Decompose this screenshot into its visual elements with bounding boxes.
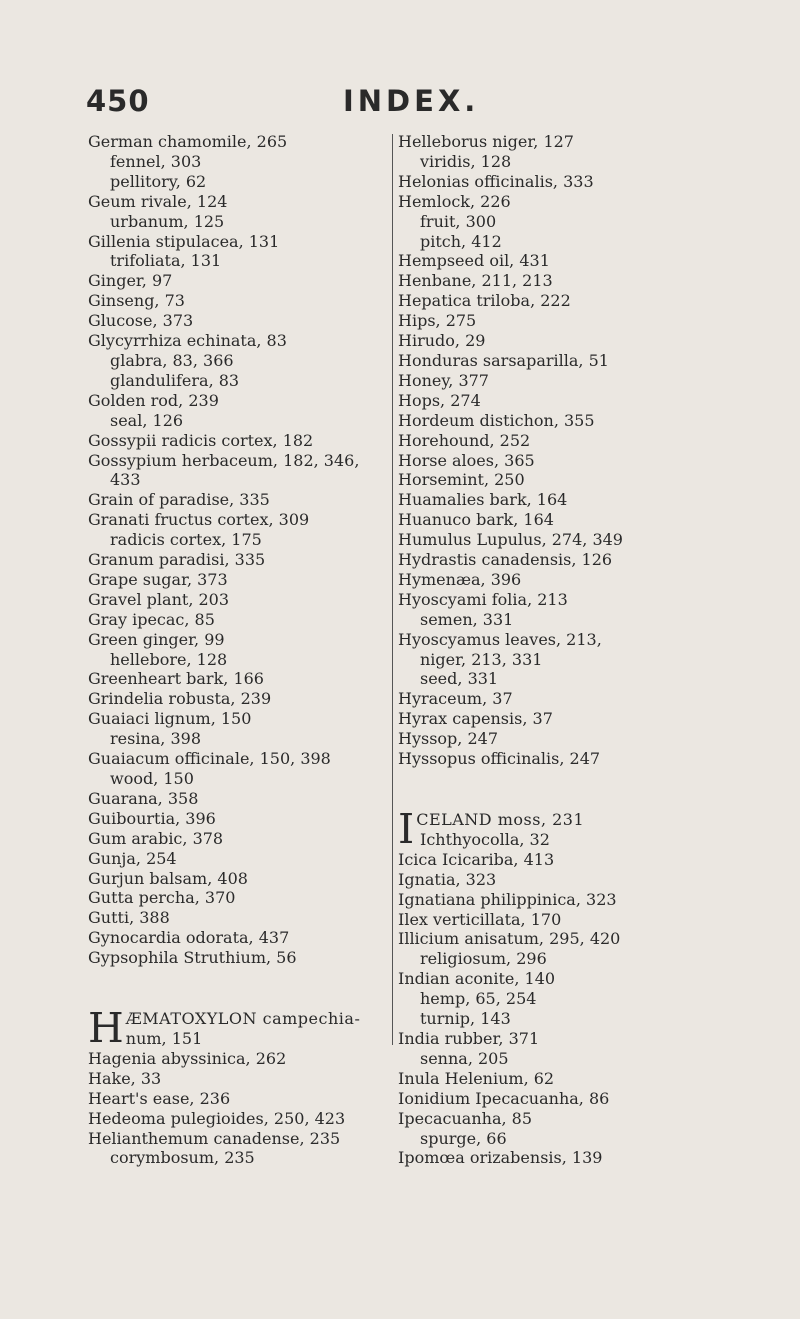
index-entry: Geum rivale, 124 (88, 191, 228, 211)
index-entry: Gum arabic, 378 (88, 828, 224, 848)
page-title: INDEX. (343, 84, 480, 118)
index-subentry: viridis, 128 (420, 151, 512, 171)
index-entry: Gossypium herbaceum, 182, 346, (88, 450, 360, 470)
index-subentry: religiosum, 296 (420, 949, 547, 969)
section-h-start (88, 1009, 388, 1049)
index-entry: Golden rod, 239 (88, 390, 219, 410)
index-subentry: seed, 331 (420, 669, 499, 689)
index-entry: Glycyrrhiza echinata, 83 (88, 331, 287, 351)
index-subentry: hemp, 65, 254 (420, 989, 537, 1009)
index-entry: Hyraceum, 37 (398, 689, 513, 709)
index-entry: Ipecacuanha, 85 (398, 1108, 533, 1128)
index-entry: Gossypii radicis cortex, 182 (88, 430, 314, 450)
column-divider (392, 134, 393, 1045)
entry-list-h (88, 1049, 388, 1168)
entry-list-h-cont (398, 132, 698, 769)
index-entry: Ichthyocolla, 32 (420, 829, 550, 849)
index-entry: Hepatica triloba, 222 (398, 291, 571, 311)
index-entry: Huamalies bark, 164 (398, 490, 568, 510)
index-entry: Hydrastis canadensis, 126 (398, 550, 613, 570)
index-subentry: 433 (110, 470, 141, 490)
index-subentry: spurge, 66 (420, 1128, 507, 1148)
index-subentry: seal, 126 (110, 410, 184, 430)
index-subentry: corymbosum, 235 (110, 1148, 255, 1168)
index-entry: Hempseed oil, 431 (398, 251, 550, 271)
drop-cap-i: I (398, 810, 415, 850)
index-entry: Ginger, 97 (88, 271, 173, 291)
index-subentry: pellitory, 62 (110, 171, 207, 191)
index-entry: Icica Icicariba, 413 (398, 849, 555, 869)
index-entry: Honduras sarsaparilla, 51 (398, 350, 609, 370)
index-entry: India rubber, 371 (398, 1028, 540, 1048)
index-entry: Gutta percha, 370 (88, 888, 236, 908)
drop-cap-h: H (88, 1009, 124, 1049)
index-entry: Gypsophila Struthium, 56 (88, 948, 297, 968)
index-entry: Greenheart bark, 166 (88, 669, 264, 689)
index-entry: Ilex verticillata, 170 (398, 909, 562, 929)
index-entry: Grain of paradise, 335 (88, 490, 270, 510)
index-entry: Hemlock, 226 (398, 191, 511, 211)
index-subentry: trifoliata, 131 (110, 251, 222, 271)
index-entry: Hyssopus officinalis, 247 (398, 749, 601, 769)
index-entry: Gutti, 388 (88, 908, 170, 928)
index-entry: Hymenæa, 396 (398, 569, 522, 589)
index-entry: Gurjun balsam, 408 (88, 868, 248, 888)
index-entry: Ginseng, 73 (88, 291, 185, 311)
index-subentry: senna, 205 (420, 1048, 509, 1068)
index-entry: Horsemint, 250 (398, 470, 525, 490)
index-entry: Hyrax capensis, 37 (398, 709, 553, 729)
index-entry: German chamomile, 265 (88, 132, 288, 151)
index-entry: Helonias officinalis, 333 (398, 171, 594, 191)
index-entry: Green ginger, 99 (88, 629, 225, 649)
index-entry: Inula Helenium, 62 (398, 1068, 555, 1088)
index-entry: Granum paradisi, 335 (88, 550, 266, 570)
index-entry: Glucose, 373 (88, 311, 194, 331)
index-entry: Grape sugar, 373 (88, 569, 228, 589)
index-entry: Hagenia abyssinica, 262 (88, 1048, 287, 1068)
index-entry: Hirudo, 29 (398, 331, 486, 351)
index-entry: Ignatiana philippinica, 323 (398, 889, 617, 909)
index-subentry: semen, 331 (420, 609, 514, 629)
page-number: 450 (86, 84, 150, 118)
index-column-left (88, 132, 388, 1168)
index-entry: Humulus Lupulus, 274, 349 (398, 530, 623, 550)
index-entry: Hips, 275 (398, 311, 477, 331)
index-subentry: fennel, 303 (110, 151, 202, 171)
index-entry: ÆMATOXYLON campechia- (125, 1009, 361, 1029)
index-subentry: niger, 213, 331 (420, 649, 543, 669)
index-entry: Hops, 274 (398, 390, 481, 410)
index-entry: Helianthemum canadense, 235 (88, 1128, 341, 1148)
index-entry: Guibourtia, 396 (88, 808, 216, 828)
index-entry: Grindelia robusta, 239 (88, 689, 272, 709)
index-entry: Guarana, 358 (88, 788, 199, 808)
index-entry: Hyoscyamus leaves, 213, (398, 629, 602, 649)
index-entry: Hyoscyami folia, 213 (398, 589, 568, 609)
index-entry: Gravel plant, 203 (88, 589, 230, 609)
index-entry: Ionidium Ipecacuanha, 86 (398, 1088, 610, 1108)
index-entry: Ipomœa orizabensis, 139 (398, 1148, 603, 1168)
index-subentry: pitch, 412 (420, 231, 502, 251)
index-entry: Horse aloes, 365 (398, 450, 535, 470)
index-subentry: glandulifera, 83 (110, 370, 240, 390)
index-subentry: wood, 150 (110, 769, 194, 788)
index-subentry: glabra, 83, 366 (110, 350, 234, 370)
index-entry: num, 151 (125, 1028, 203, 1048)
index-entry: Hedeoma pulegioides, 250, 423 (88, 1108, 346, 1128)
index-entry: Gunja, 254 (88, 848, 177, 868)
index-entry: Guaiaci lignum, 150 (88, 709, 252, 729)
index-subentry: urbanum, 125 (110, 211, 225, 231)
index-subentry: radicis cortex, 175 (110, 530, 262, 550)
index-column-right (398, 132, 698, 1168)
index-subentry: turnip, 143 (420, 1009, 511, 1029)
index-subentry: resina, 398 (110, 729, 201, 749)
index-entry: Ignatia, 323 (398, 869, 497, 889)
index-subentry: fruit, 300 (420, 211, 497, 231)
index-entry: Gray ipecac, 85 (88, 609, 215, 629)
index-entry: Honey, 377 (398, 370, 489, 390)
index-entry: Gillenia stipulacea, 131 (88, 231, 280, 251)
index-entry: Guaiacum officinale, 150, 398 (88, 749, 331, 769)
index-entry: Hyssop, 247 (398, 729, 498, 749)
index-entry: Heart's ease, 236 (88, 1088, 231, 1108)
index-entry: Hordeum distichon, 355 (398, 410, 595, 430)
index-entry: Illicium anisatum, 295, 420 (398, 929, 621, 949)
entry-list-g (88, 132, 388, 968)
index-entry: Horehound, 252 (398, 430, 531, 450)
index-entry: Hake, 33 (88, 1068, 162, 1088)
index-entry: Henbane, 211, 213 (398, 271, 553, 291)
index-entry: Gynocardia odorata, 437 (88, 928, 290, 948)
index-entry: Granati fructus cortex, 309 (88, 510, 310, 530)
index-entry: CELAND moss, 231 (416, 810, 585, 829)
entry-list-i (398, 850, 698, 1169)
index-entry: Helleborus niger, 127 (398, 132, 574, 151)
index-subentry: hellebore, 128 (110, 649, 228, 669)
index-entry: Huanuco bark, 164 (398, 510, 554, 530)
section-i-start (398, 810, 698, 850)
index-entry: Indian aconite, 140 (398, 969, 556, 989)
